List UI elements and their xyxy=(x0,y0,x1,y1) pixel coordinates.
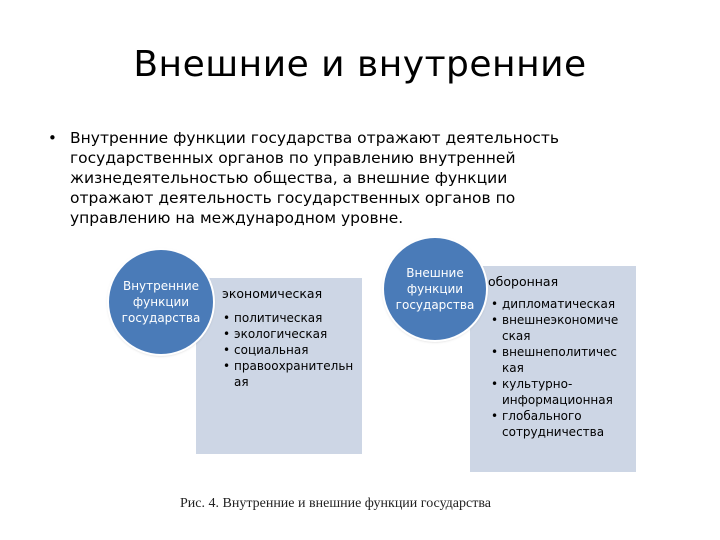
list-item: • внешнеполитичес кая xyxy=(490,344,632,376)
internal-functions-panel xyxy=(196,278,362,454)
circle-label-line: государства xyxy=(395,298,475,312)
list-item: • культурно-информационная xyxy=(490,376,632,408)
circle-label-line: Внутренние xyxy=(122,279,200,293)
internal-heading: экономическая xyxy=(222,286,323,301)
external-functions-circle xyxy=(384,238,486,340)
figure-caption: Рис. 4. Внутренние и внешние функции государства xyxy=(180,496,491,511)
list-item: • экологическая xyxy=(222,326,358,342)
external-heading: оборонная xyxy=(488,274,559,289)
internal-functions-list xyxy=(222,310,358,390)
list-item: • политическая xyxy=(222,310,358,326)
list-item: • правоохранительн ая xyxy=(222,358,358,390)
list-item: • дипломатическая xyxy=(490,296,632,312)
bullet-marker: • xyxy=(48,129,57,147)
circle-label-line: государства xyxy=(121,311,201,325)
external-functions-panel xyxy=(470,266,636,472)
circle-label-line: функции xyxy=(406,282,464,296)
circle-label-line: Внешние xyxy=(406,266,464,280)
list-item: • внешнеэкономиче ская xyxy=(490,312,632,344)
list-item: • глобального сотрудничества xyxy=(490,408,632,440)
slide-title: Внешние и внутренние xyxy=(133,44,587,85)
bullet-text: Внутренние функции государства отражают деятельность государственных органов по управлению внутренней жизнедеятельностью общества, а внешние функции отражают деятельность государственных органов по управлению на международном уровне. xyxy=(70,129,559,227)
circle-label-line: функции xyxy=(132,295,190,309)
internal-functions-circle xyxy=(109,250,213,354)
external-functions-list xyxy=(490,296,632,440)
list-item: • социальная xyxy=(222,342,358,358)
